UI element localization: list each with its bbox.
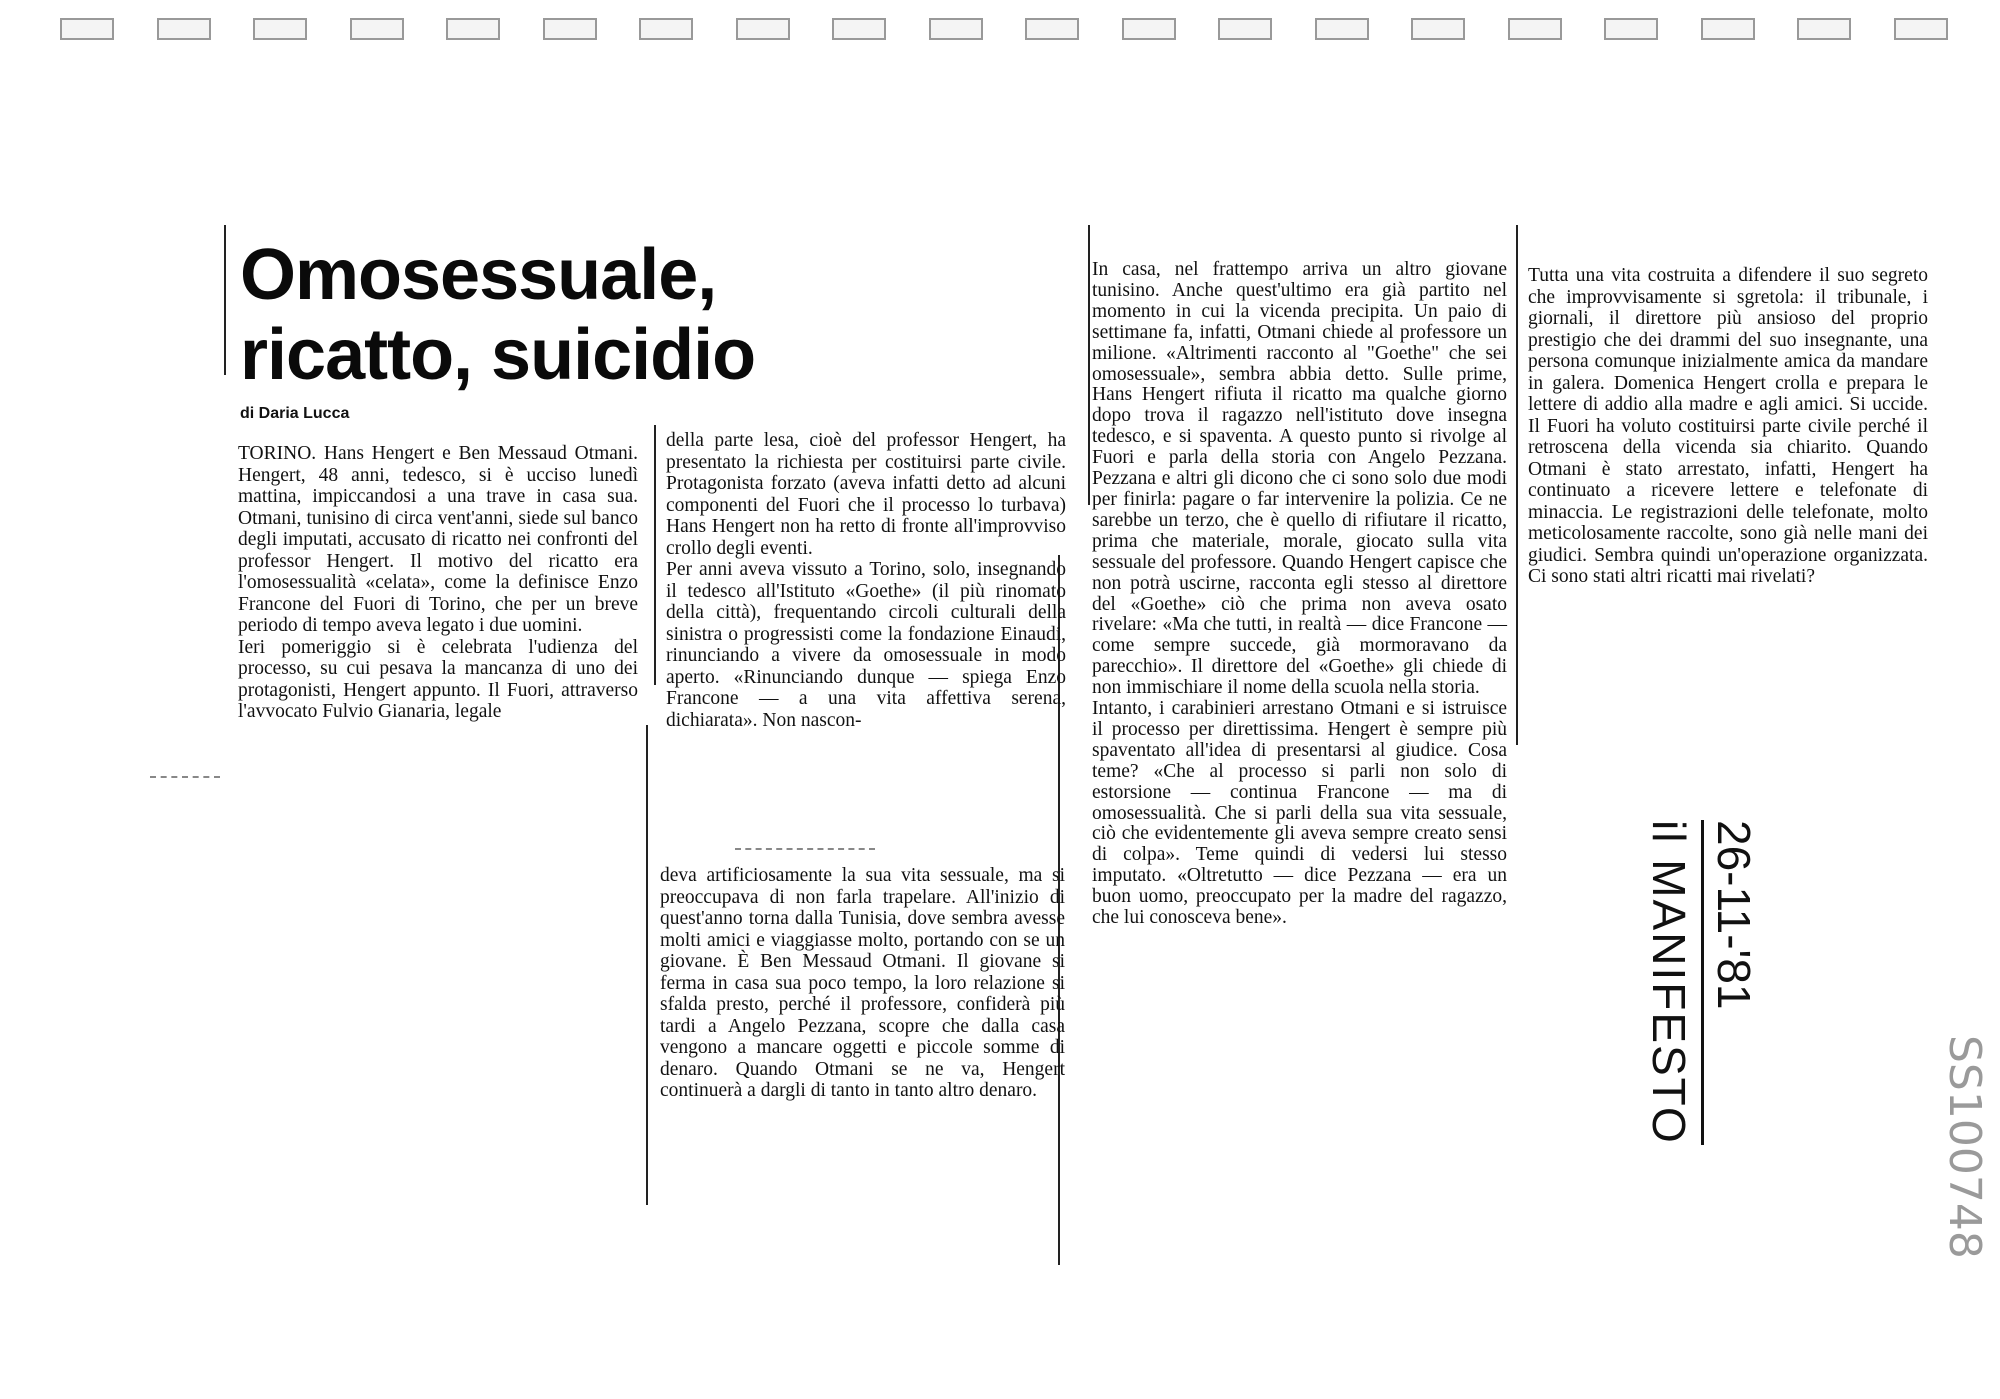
paragraph: Per anni aveva vissuto a Torino, solo, insegnando il tedesco all'Istituto «Goethe» (il più rinomato della città), frequentando circoli culturali della sinistra o progressisti come la fondazione Einaudi, rinunciando a vivere da omosessuale in modo aperto. «Rinunciando dunque — spiega Enzo Francone — a una vita affettiva serena, dichiarata». Non nascon-	[666, 559, 1066, 731]
perforation-hole	[736, 18, 790, 40]
article-column-2-bottom	[660, 865, 1065, 1102]
scan-mark	[150, 776, 220, 778]
perforation-hole	[1218, 18, 1272, 40]
perforation-strip	[60, 18, 1960, 40]
column-rule	[654, 425, 656, 685]
perforation-hole	[350, 18, 404, 40]
column-rule	[224, 225, 226, 375]
perforation-hole	[929, 18, 983, 40]
perforation-hole	[253, 18, 307, 40]
handwritten-note	[1643, 820, 1760, 1145]
perforation-hole	[1025, 18, 1079, 40]
perforation-hole	[1894, 18, 1948, 40]
perforation-hole	[1701, 18, 1755, 40]
paragraph: della parte lesa, cioè del professor Hengert, ha presentato la richiesta per costituirsi parte civile. Protagonista forzato (aveva infatti detto ad alcuni componenti del Fuori che il processo lo turbava) Hans Hengert non ha retto di fronte all'improvviso crollo degli eventi.	[666, 430, 1066, 559]
byline: di Daria Lucca	[240, 405, 350, 422]
paragraph: In casa, nel frattempo arriva un altro giovane tunisino. Anche quest'ultimo era già partito nel momento in cui la vicenda precipita. Un paio di settimane fa, infatti, Otmani chiede al professore un milione. «Altrimenti racconto al "Goethe" che sei omosessuale», sembra abbia detto. Sulle prime, Hans Hengert rifiuta il ricatto ma qualche giorno dopo trova il ragazzo nell'istituto dove insegna tedesco, e si spaventa. A questo punto si rivolge al Fuori e parla della storia con Angelo Pezzana. Pezzana e altri gli dicono che ci sono solo due modi per finirla: pagare o far intervenire la polizia. Ce ne sarebbe un terzo, che è quello di rifiutare il ricatto, prima che materiale, morale, giocato sulla vita sessuale del professore. Quando Hengert capisce che non potrà uscirne, racconta egli stesso al direttore del «Goethe» ciò che prima non aveva osato rivelare: «Ma che tutti, in realtà — dice Francone — come sempre succede, già mormoravano da parecchio». Il direttore del «Goethe» gli chiede di non immischiare il nome della scuola nella storia.	[1092, 259, 1507, 699]
column-rule	[646, 725, 648, 1205]
paragraph: Ieri pomeriggio si è celebrata l'udienza del processo, su cui pesava la mancanza di uno dei protagonisti, Hengert appunto. Il Fuori, attraverso l'avvocato Fulvio Gianaria, legale	[238, 636, 638, 722]
handwritten-publication: il MANIFESTO	[1643, 820, 1695, 1145]
perforation-hole	[60, 18, 114, 40]
perforation-hole	[543, 18, 597, 40]
handwritten-date: 26-11-'81	[1701, 820, 1760, 1145]
perforation-hole	[1122, 18, 1176, 40]
article-column-1	[238, 443, 638, 723]
paragraph: TORINO. Hans Hengert e Ben Messaud Otmani. Hengert, 48 anni, tedesco, si è ucciso lunedì mattina, impiccandosi a una trave in casa sua. Otmani, tunisino di circa vent'anni, siede sul banco degli imputati, accusato di ricatto nei confronti del professor Hengert. Il motivo del ricatto era l'omosessualità «celata», come la definisce Enzo Francone del Fuori di Torino, che per un breve periodo di tempo aveva legato i due uomini.	[238, 443, 638, 636]
perforation-hole	[1604, 18, 1658, 40]
perforation-hole	[1315, 18, 1369, 40]
perforation-hole	[639, 18, 693, 40]
headline-line-1: Omosessuale,	[240, 235, 717, 315]
column-rule	[1088, 225, 1090, 505]
paragraph: Intanto, i carabinieri arrestano Otmani e si istruisce il processo per direttissima. Hengert è sempre più spaventato all'idea di presentarsi al giudice. Cosa teme? «Che al processo si parli non solo di estorsione — continua Francone — ma di omosessualità. Che si parli della sua vita sessuale, ciò che evidentemente gli aveva sempre creato sensi di colpa». Teme quindi di vedersi lui stesso imputato. «Oltretutto — dice Pezzana — era un buon uomo, preoccupato per la madre del ragazzo, che lui conosceva bene».	[1092, 698, 1507, 929]
headline-line-2: ricatto, suicidio	[240, 315, 756, 395]
perforation-hole	[157, 18, 211, 40]
perforation-hole	[446, 18, 500, 40]
archive-code: SS100748	[1939, 1035, 1990, 1259]
article-column-2-top	[666, 430, 1066, 731]
headline	[240, 235, 755, 395]
article-column-4	[1528, 265, 1928, 588]
paragraph: Tutta una vita costruita a difendere il suo segreto che improvvisamente si sgretola: il tribunale, i giornali, il direttore più ansioso del proprio prestigio che dei drammi del suo insegnante, una persona comunque inizialmente amica da mandare in galera. Domenica Hengert crolla e prepara le lettere di addio alla madre e agli amici. Si uccide. Il Fuori ha voluto costituirsi parte civile perché il retroscena della vicenda sia chiarito. Quando Otmani è stato arrestato, infatti, Hengert ha continuato a ricevere lettere e telefonate di minaccia. Le registrazioni delle telefonate, molto meticolosamente raccolte, sono già nelle mani dei giudici. Sembra quindi un'operazione organizzata. Ci sono stati altri ricatti mai rivelati?	[1528, 265, 1928, 587]
paragraph: deva artificiosamente la sua vita sessuale, ma si preoccupava di non farla trapelare. All'inizio di quest'anno torna dalla Tunisia, dove sembra avesse molti amici e viaggiasse molto, portando con se un giovane. È Ben Messaud Otmani. Il giovane si ferma in casa sua poco tempo, la loro relazione si sfalda presto, perché il professore, confiderà più tardi a Angelo Pezzana, scopre che dalla casa vengono a mancare oggetti e piccole somme di denaro. Quando Otmani se ne va, Hengert continuerà a dargli di tanto in tanto altro denaro.	[660, 865, 1065, 1101]
perforation-hole	[832, 18, 886, 40]
scan-mark	[735, 848, 875, 850]
perforation-hole	[1508, 18, 1562, 40]
perforation-hole	[1411, 18, 1465, 40]
article-column-3	[1092, 260, 1507, 929]
column-rule	[1516, 225, 1518, 745]
perforation-hole	[1797, 18, 1851, 40]
